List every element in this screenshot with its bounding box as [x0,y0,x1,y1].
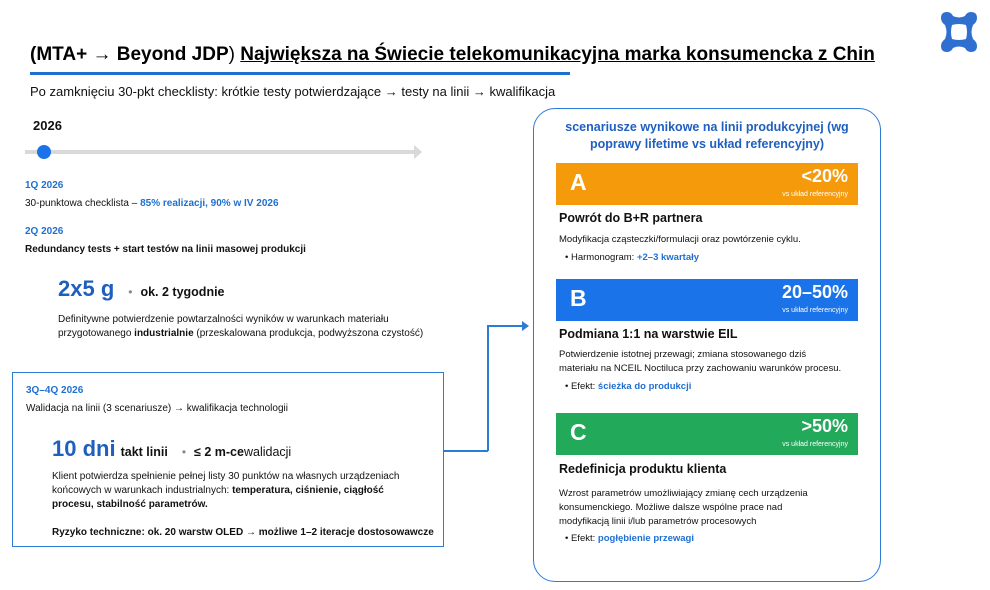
q34-metric-row [52,436,291,462]
timeline-track [25,150,417,154]
timeline-arrow-icon [414,145,422,159]
q2-desc-line1: Definitywne potwierdzenie powtarzalności wyników w warunkach materiału [58,314,389,325]
option-b-bullet-value: ścieżka do produkcji [597,381,692,392]
option-c-text-line2: konsumenckiego. Możliwe dalsze wspólne prace nad [559,502,783,513]
panel-title-line2: poprawy lifetime vs układ referencyjny) [589,137,825,151]
option-c-title: Redefinicja produktu klienta [559,462,727,476]
q34-desc-line2 [52,484,437,498]
option-a-title: Powrót do B+R partnera [559,211,703,225]
page-title [30,44,875,66]
title-main: Największa na Świecie telekomunikacyjna marka konsumencka z Chin [240,44,875,65]
q34-big-unit: takt linii [120,445,168,459]
title-prefix: (MTA+ → Beyond JDP [30,44,229,65]
option-c-text [559,487,859,529]
q2-description [58,313,458,341]
option-b-bullet-label: Efekt: [570,381,598,392]
option-b-vs-label: vs układ referencyjny [782,307,848,314]
option-b-band [556,279,858,321]
q34-validation-bold: ≤ 2 m-ce [194,445,244,459]
q2-desc-line2-a: przygotowanego [58,328,135,339]
q2-text: Redundancy tests + start testów na linii masowej produkcji [25,244,306,255]
option-c-text-line3: modyfikacją linii i/lub parametrów procesowych [559,516,757,527]
option-a-bullet [565,252,699,263]
q34-risk: Ryzyko techniczne: ok. 20 warstw OLED → możliwe 1–2 iteracje dostosowawcze [52,527,434,538]
timeline-year: 2026 [33,118,62,133]
option-c-text-line1: Wzrost parametrów umożliwiający zmianę cech urządzenia [559,488,808,499]
option-a-bullet-value: +2–3 kwartały [636,252,700,263]
panel-title-line1: scenariusze wynikowe na linii produkcyjnej (wg [565,120,849,134]
title-separator: ) [228,44,235,65]
q34-text: Walidacja na linii (3 scenariusze) → kwalifikacja technologii [26,403,288,414]
q2-desc-line2-bold: industrialnie [134,328,194,339]
title-underline-rule [30,72,570,75]
option-c-vs-label: vs układ referencyjny [782,441,848,448]
q34-desc-line1: Klient potwierdza spełnienie pełnej listy 30 punktów na własnych urządzeniach [52,471,400,482]
option-b-text [559,348,859,376]
option-a-bullet-label: Harmonogram: [570,252,637,263]
connector-line [487,325,523,327]
option-c-percentage: >50% [801,416,848,436]
bullet-dot-icon: • [128,285,133,299]
panel-title [540,119,874,153]
q2-big-value: 2x5 g [58,276,115,301]
option-c-letter: C [570,419,587,445]
option-a-percentage: <20% [801,166,848,186]
option-b-title: Podmiana 1:1 na warstwie EIL [559,327,738,341]
bullet-dot-icon: • [565,252,571,263]
company-logo-icon [935,8,983,56]
option-a-vs-label: vs układ referencyjny [782,191,848,198]
option-b-percentage: 20–50% [781,282,848,302]
option-c-bullet-value: pogłębienie przewagi [597,533,694,544]
q1-text-plain: 30-punktowa checklista – [25,198,141,209]
bullet-dot-icon: • [565,381,571,392]
q1-label: 1Q 2026 [25,180,64,191]
q34-desc-line3: procesu, stabilność parametrów. [52,499,208,510]
bullet-dot-icon: • [565,533,571,544]
page-subtitle: Po zamknięciu 30-pkt checklisty: krótkie testy potwierdzające → testy na linii → kwalifikacja [30,84,556,99]
q34-label: 3Q–4Q 2026 [26,385,84,396]
timeline-marker [37,145,51,159]
q1-text-highlight: 85% realizacji, 90% w IV 2026 [140,198,279,209]
q2-desc-line2 [58,327,458,341]
option-b-bullet [565,381,691,392]
q34-big-value: 10 dni [52,436,116,461]
option-b-letter: B [570,285,587,311]
connector-line [444,450,488,452]
q2-desc-line2-b: (przeskalowana produkcja, podwyższona czystość) [193,328,424,339]
option-c-band [556,413,858,455]
connector-arrow-icon [522,321,529,331]
option-a-letter: A [570,169,587,195]
q34-description [52,470,437,512]
option-a-text: Modyfikacja cząsteczki/formulacji oraz powtórzenie cyklu. [559,234,801,245]
connector-line [487,326,489,451]
q1-text [25,198,279,209]
option-c-bullet-label: Efekt: [570,533,598,544]
bullet-dot-icon: • [181,445,187,459]
q2-metric-row [58,276,225,302]
q2-duration: ok. 2 tygodnie [140,285,225,299]
option-a-band [556,163,858,205]
option-b-text-line1: Potwierdzenie istotnej przewagi; zmiana stosowanego dziś [559,349,807,360]
q2-label: 2Q 2026 [25,226,64,237]
option-b-text-line2: materiału na NCEIL Noctiluca przy zachowaniu warunków procesu. [559,363,842,374]
q34-desc-line2-bold: temperatura, ciśnienie, ciągłość [232,485,384,496]
q34-validation-rest: walidacji [243,445,292,459]
option-c-bullet [565,533,694,544]
q34-desc-line2-a: końcowych w warunkach industrialnych: [52,485,233,496]
